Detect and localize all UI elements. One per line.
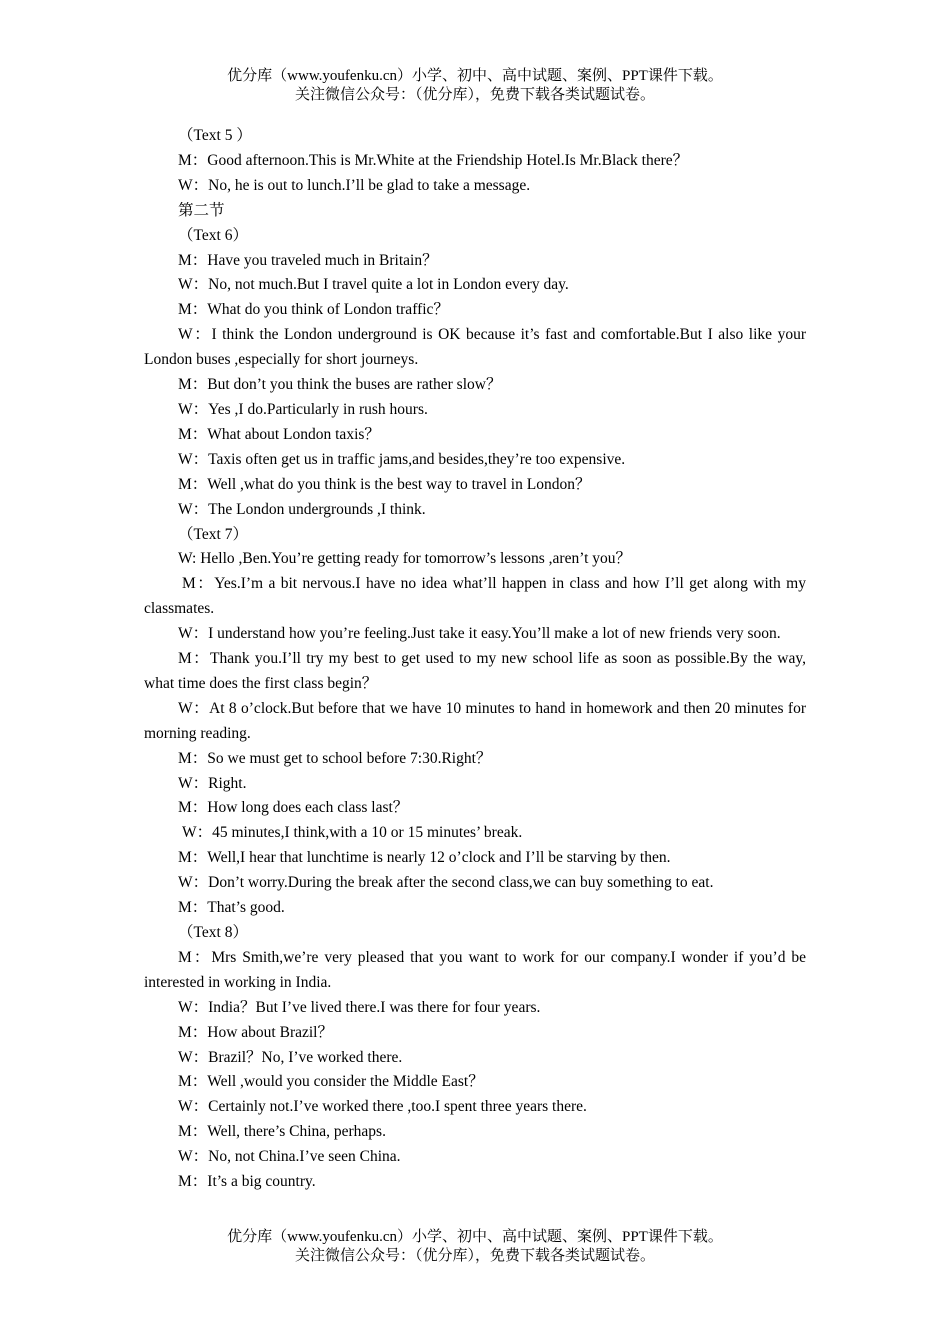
dialogue-line: M：Yes.I’m a bit nervous.I have no idea what’ll happen in class and how I’ll get along with my classmates. <box>144 575 806 618</box>
dialogue-line: M：Mrs Smith,we’re very pleased that you want to work for our company.I wonder if you’d be interested in working in India. <box>144 948 806 991</box>
dialogue-line: W: Hello ,Ben.You’re getting ready for tomorrow’s lessons ,aren’t you？ <box>178 550 632 568</box>
text8-heading: （Text 8） <box>178 924 248 941</box>
page-footer <box>0 1228 950 1266</box>
dialogue-line: M：How about Brazil？ <box>178 1023 333 1041</box>
dialogue-line: M：Well ,would you consider the Middle East？ <box>178 1073 484 1091</box>
dialogue-line: W：Right. <box>178 774 247 792</box>
dialogue-line: M：That’s good. <box>178 899 285 917</box>
dialogue-line: M：Have you traveled much in Britain？ <box>178 251 438 269</box>
dialogue-line: M：Thank you.I’ll try my best to get used to my new school life as soon as possible.By the way, what time does the first class begin？ <box>144 650 806 692</box>
dialogue-line: W：45 minutes,I think,with a 10 or 15 minutes’ break. <box>182 824 523 842</box>
dialogue-line: W：India？But I’ve lived there.I was there for four years. <box>178 998 541 1016</box>
dialogue-line: W：Certainly not.I’ve worked there ,too.I spent three years there. <box>178 1098 587 1116</box>
dialogue-line: M：Well ,what do you think is the best way to travel in London？ <box>178 475 591 493</box>
dialogue-line: M：So we must get to school before 7:30.Right？ <box>178 749 492 767</box>
dialogue-line: M：But don’t you think the buses are rather slow？ <box>178 376 502 394</box>
dialogue-line: W：No, not China.I’ve seen China. <box>178 1148 401 1166</box>
dialogue-line: M：Well,I hear that lunchtime is nearly 12 o’clock and I’ll be starving by then. <box>178 849 671 867</box>
dialogue-line: W：Don’t worry.During the break after the second class,we can buy something to eat. <box>178 874 714 892</box>
footer-line-2: 关注微信公众号：（优分库），免费下载各类试题试卷。 <box>294 1248 655 1264</box>
dialogue-line: M：Good afternoon.This is Mr.White at the Friendship Hotel.Is Mr.Black there？ <box>178 151 689 169</box>
page-header <box>0 67 950 105</box>
dialogue-line: W：No, he is out to lunch.I’ll be glad to take a message. <box>178 176 531 194</box>
dialogue-line: W：I think the London underground is OK because it’s fast and comfortable.But I also like your London buses ,especially for short journeys. <box>144 326 806 369</box>
header-line-1: 优分库（www.youfenku.cn）小学、初中、高中试题、案例、PPT课件下载。 <box>227 68 723 84</box>
text7-heading: （Text 7） <box>178 525 248 543</box>
dialogue-line: M：What about London taxis？ <box>178 425 380 443</box>
dialogue-line: W：I understand how you’re feeling.Just take it easy.You’ll make a lot of new friends very soon. <box>178 625 781 643</box>
text5-heading: （Text 5 ） <box>178 127 252 144</box>
listening-transcript <box>144 124 806 1195</box>
section-heading: 第二节 <box>178 201 225 219</box>
dialogue-line: W：At 8 o’clock.But before that we have 10 minutes to hand in homework and then 20 minutes for morning reading. <box>144 699 806 742</box>
dialogue-line: W：Brazil？No, I’ve worked there. <box>178 1048 403 1066</box>
footer-line-1: 优分库（www.youfenku.cn）小学、初中、高中试题、案例、PPT课件下载。 <box>227 1229 723 1245</box>
dialogue-line: W：The London undergrounds ,I think. <box>178 500 426 518</box>
dialogue-line: W：No, not much.But I travel quite a lot in London every day. <box>178 276 569 294</box>
dialogue-line: W：Taxis often get us in traffic jams,and besides,they’re too expensive. <box>178 450 626 468</box>
dialogue-line: M：What do you think of London traffic？ <box>178 301 449 319</box>
dialogue-line: M：Well, there’s China, perhaps. <box>178 1123 386 1141</box>
text6-heading: （Text 6） <box>178 226 248 244</box>
dialogue-line: M：How long does each class last？ <box>178 799 409 817</box>
dialogue-line: M：It’s a big country. <box>178 1173 316 1191</box>
dialogue-line: W：Yes ,I do.Particularly in rush hours. <box>178 400 428 418</box>
header-line-2: 关注微信公众号：（优分库），免费下载各类试题试卷。 <box>294 87 655 103</box>
